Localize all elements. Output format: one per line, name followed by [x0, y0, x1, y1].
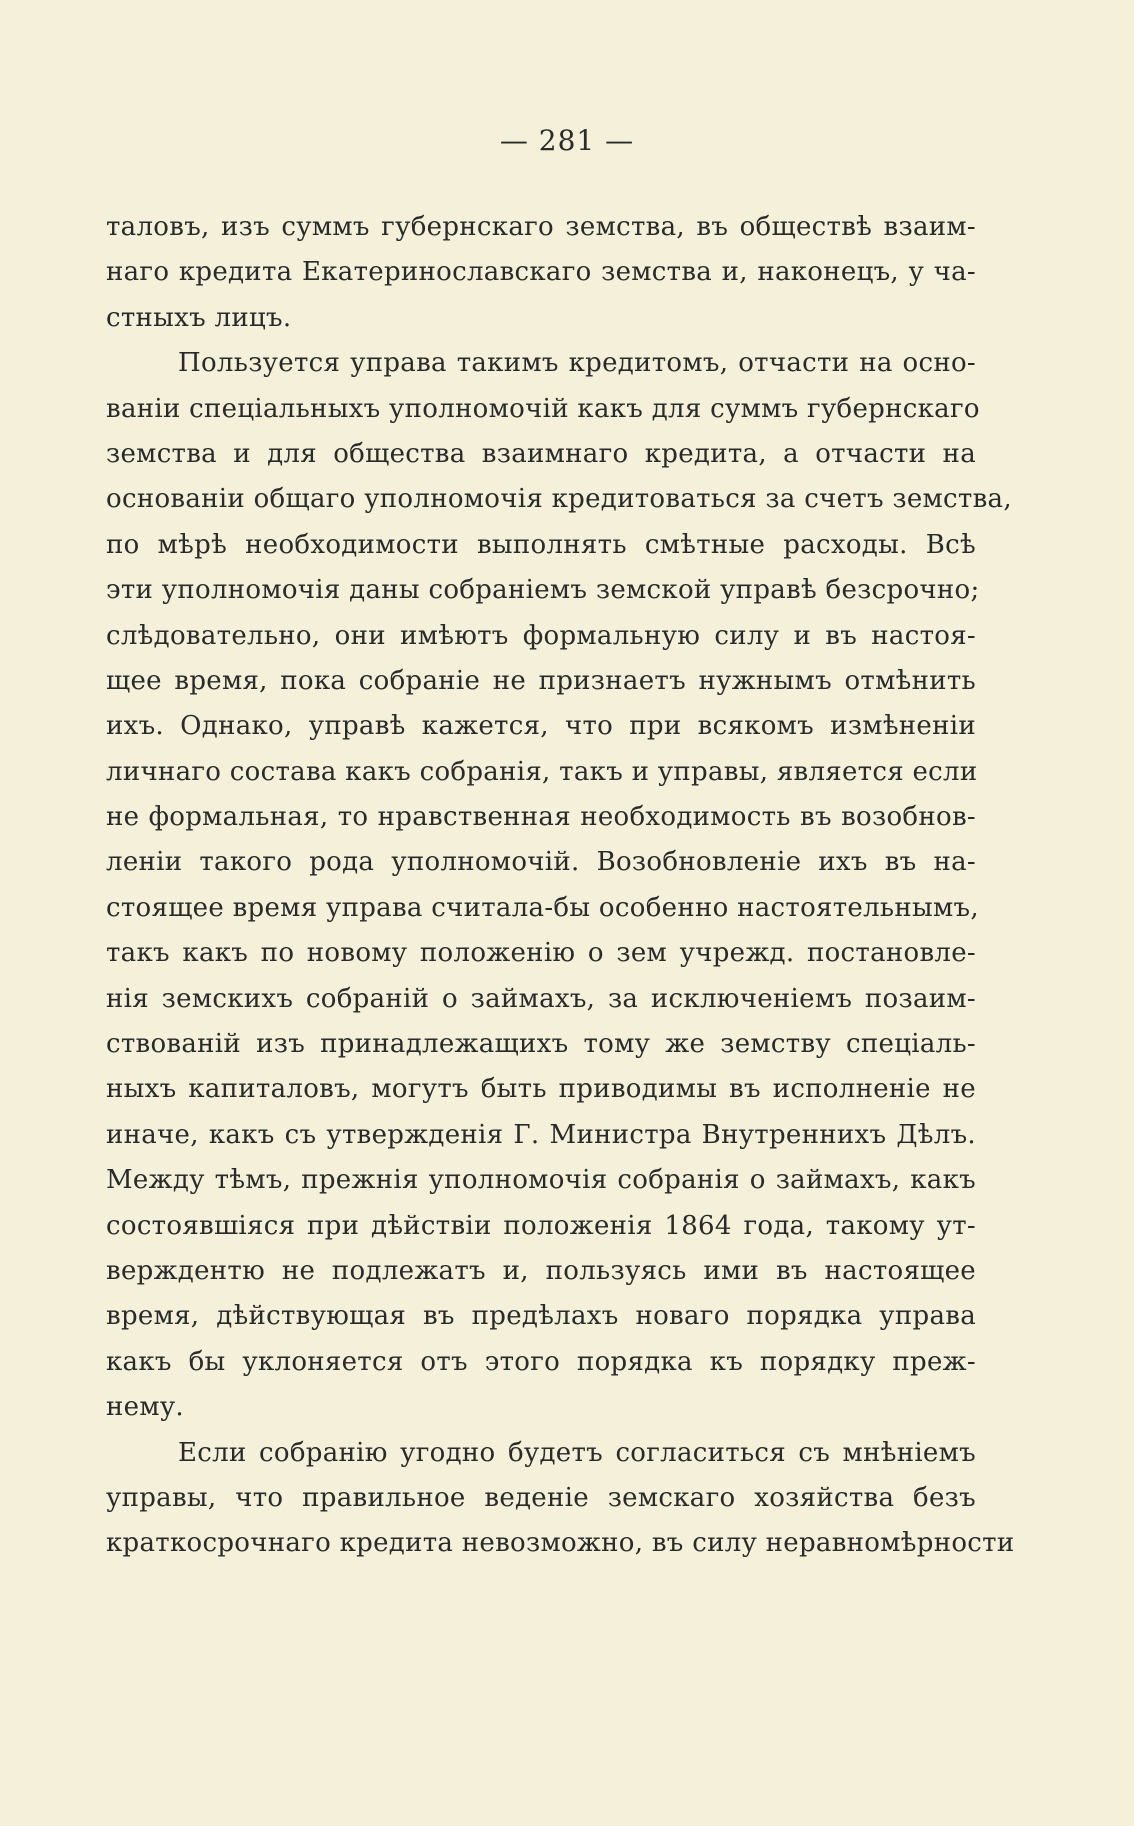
text-line: ванiи спецiальныхъ уполномочiй какъ для суммъ губернскаго [106, 393, 980, 424]
text-line: нему. [106, 1392, 185, 1423]
body-text [106, 205, 1015, 1567]
text-line: ныхъ капиталовъ, могутъ быть приводимы въ исполненiе не [106, 1074, 976, 1105]
text-line: Если собранiю угодно будетъ согласиться съ мнѣнiемъ [178, 1437, 976, 1468]
text-line: Между тѣмъ, прежнiя уполномочiя собранiя о займахъ, какъ [106, 1165, 976, 1196]
text-line: основанiи общаго уполномочiя кредитоваться за счетъ земства, [106, 484, 1012, 515]
text-line: ленiи такого рода уполномочiй. Возобновленiе ихъ въ на- [106, 847, 976, 878]
text-line: Пользуется управа такимъ кредитомъ, отчасти на осно- [178, 348, 976, 379]
text-line: не формальная, то нравственная необходимость въ возобнов- [106, 802, 976, 833]
text-line: личнаго состава какъ собранiя, такъ и управы, является если [106, 756, 978, 787]
text-line: стныхъ лицъ. [106, 302, 292, 333]
text-line: краткосрочнаго кредита невозможно, въ силу неравномѣрности [106, 1528, 1015, 1559]
text-line: наго кредита Екатеринославскаго земства и, наконецъ, у ча- [106, 257, 976, 288]
text-line: эти уполномочiя даны собранiемъ земской управѣ безсрочно; [106, 575, 980, 606]
text-line: таловъ, изъ суммъ губернскаго земства, въ обществѣ взаим- [106, 212, 976, 242]
text-line: стоящее время управа считала-бы особенно настоятельнымъ, [106, 892, 979, 923]
text-line: по мѣрѣ необходимости выполнять смѣтные расходы. Всѣ [106, 529, 976, 560]
text-line: такъ какъ по новому положенiю о зем учрежд. постановле- [106, 938, 976, 969]
text-line: нiя земскихъ собранiй о займахъ, за исключенiемъ позаим- [106, 983, 976, 1014]
text-line: какъ бы уклоняется отъ этого порядка къ порядку преж- [106, 1346, 976, 1377]
text-line: ствованiй изъ принадлежащихъ тому же земству спецiаль- [106, 1029, 976, 1060]
text-line: ихъ. Однако, управѣ кажется, что при всякомъ измѣненiи [106, 711, 976, 742]
text-line: щее время, пока собранiе не признаетъ нужнымъ отмѣнить [106, 665, 976, 696]
text-line: слѣдовательно, они имѣютъ формальную силу и въ настоя- [106, 620, 976, 651]
text-line: верждентю не подлежатъ и, пользуясь ими въ настоящее [106, 1255, 976, 1286]
text-line: состоявшiяся при дѣйствiи положенiя 1864 года, такому ут- [106, 1210, 976, 1241]
page-number: — 281 — [499, 124, 635, 157]
text-line: иначе, какъ съ утвержденiя Г. Министра Внутреннихъ Дѣлъ. [106, 1119, 976, 1150]
text-line: земства и для общества взаимнаго кредита, а отчасти на [106, 438, 976, 469]
text-line: время, дѣйствующая въ предѣлахъ новаго порядка управа [106, 1301, 976, 1332]
text-line: управы, что правильное веденiе земскаго хозяйства безъ [106, 1482, 976, 1513]
